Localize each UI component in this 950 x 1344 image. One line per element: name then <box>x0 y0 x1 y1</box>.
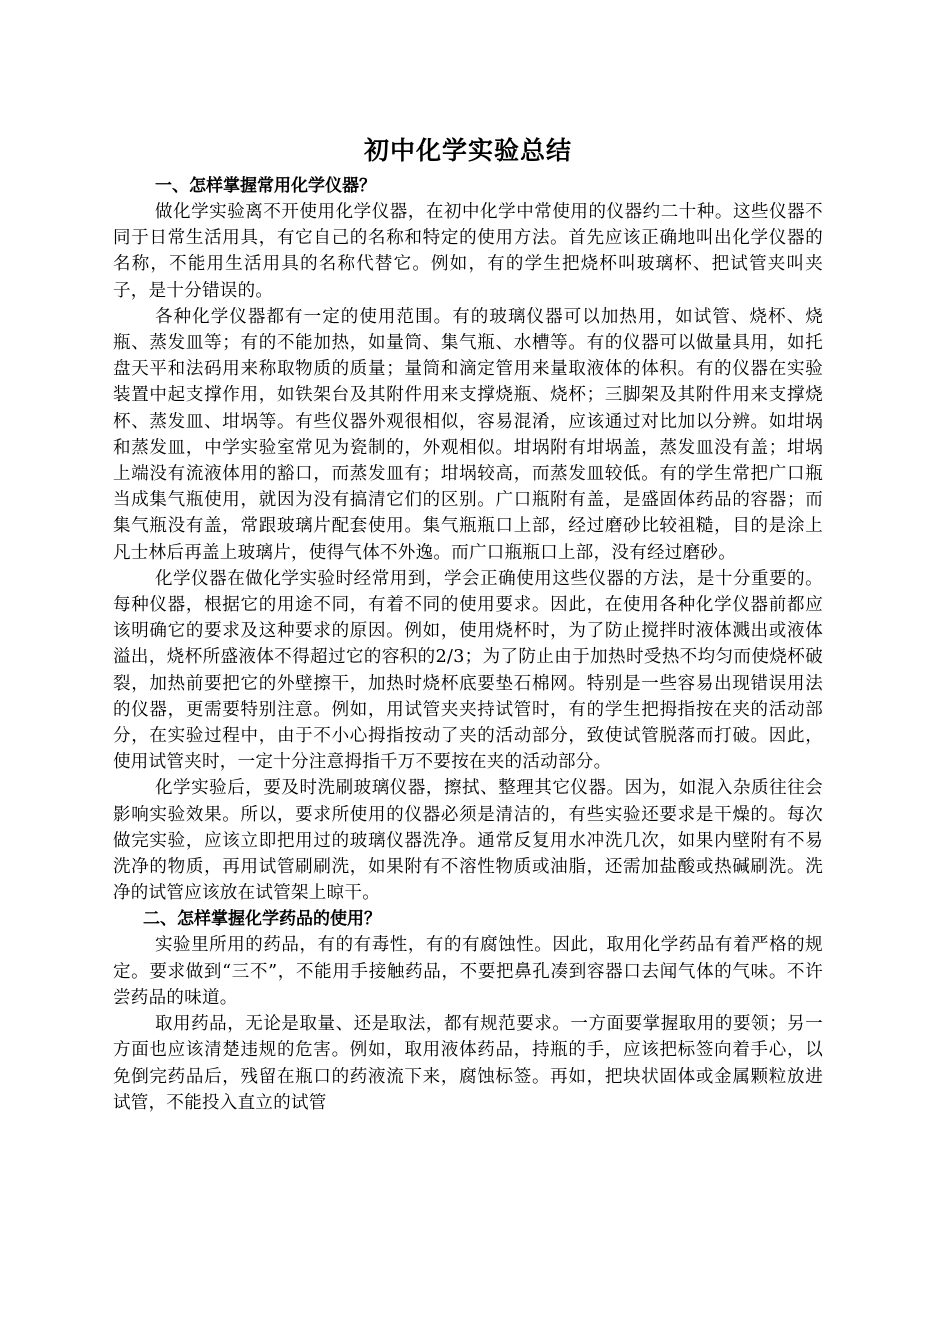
section-heading-chemicals: 二、怎样掌握化学药品的使用？ <box>143 909 381 930</box>
paragraph: 实验里所用的药品，有的有毒性，有的有腐蚀性。因此，取用化学药品有着严格的规定。要求做到“三不”，不能用手接触药品，不要把鼻孔凑到容器口去闻气体的气味。不许尝药品的味道。 <box>113 935 823 1008</box>
document-body <box>113 133 823 1116</box>
paragraph: 各种化学仪器都有一定的使用范围。有的玻璃仪器可以加热用，如试管、烧杯、烧瓶、蒸发皿等；有的不能加热，如量筒、集气瓶、水槽等。有的仪器可以做量具用，如托盘天平和法码用来称取物质的质量；量筒和滴定管用来量取液体的体积。有的仪器在实验装置中起支撑作用，如铁架台及其附件用来支撑烧瓶、烧杯；三脚架及其附件用来支撑烧杯、蒸发皿、坩埚等。有些仪器外观很相似，容易混淆，应该通过对比加以分辨。如坩埚和蒸发皿，中学实验室常见为瓷制的，外观相似。坩埚附有坩埚盖，蒸发皿没有盖；坩埚上端没有流液体用的豁口，而蒸发皿有；坩埚较高，而蒸发皿较低。有的学生常把广口瓶当成集气瓶使用，就因为没有搞清它们的区别。广口瓶附有盖，是盛固体药品的容器；而集气瓶没有盖，常跟玻璃片配套使用。集气瓶瓶口上部，经过磨砂比较祖糙，目的是涂上凡士林后再盖上玻璃片，使得气体不外逸。而广口瓶瓶口上部，没有经过磨砂。 <box>113 306 823 563</box>
paragraph: 化学实验后，要及时洗刷玻璃仪器，擦拭、整理其它仪器。因为，如混入杂质往往会影响实验效果。所以，要求所使用的仪器必须是清洁的，有些实验还要求是干燥的。每次做完实验，应该立即把用过的玻璃仪器洗净。通常反复用水冲洗几次，如果内壁附有不易洗净的物质，再用试管刷刷洗，如果附有不溶性物质或油脂，还需加盐酸或热碱刷洗。洗净的试管应该放在试管架上晾干。 <box>113 778 823 904</box>
paragraph: 做化学实验离不开使用化学仪器，在初中化学中常使用的仪器约二十种。这些仪器不同于日常生活用具，有它自己的名称和特定的使用方法。首先应该正确地叫出化学仪器的名称，不能用生活用具的名称代替它。例如，有的学生把烧杯叫玻璃杯、把试管夹叫夹子，是十分错误的。 <box>113 202 823 301</box>
paragraph: 取用药品，无论是取量、还是取法，都有规范要求。一方面要掌握取用的要领；另一方面也应该清楚违规的危害。例如，取用液体药品，持瓶的手，应该把标签向着手心，以免倒完药品后，残留在瓶口的药液流下来，腐蚀标签。再如，把块状固体或金属颗粒放进试管，不能投入直立的试管 <box>113 1014 823 1113</box>
section-heading-instruments: 一、怎样掌握常用化学仪器？ <box>155 176 376 196</box>
document-title: 初中化学实验总结 <box>363 136 572 165</box>
paragraph: 化学仪器在做化学实验时经常用到，学会正确使用这些仪器的方法，是十分重要的。每种仪器，根据它的用途不同，有着不同的使用要求。因此，在使用各种化学仪器前都应该明确它的要求及这种要求的原因。例如，使用烧杯时，为了防止搅拌时液体溅出或液体溢出，烧杯所盛液体不得超过它的容积的2/3；为了防止由于加热时受热不均匀而使烧杯破裂，加热前要把它的外壁擦干，加热时烧杯底要垫石棉网。特别是一些容易出现错误用法的仪器，更需要特别注意。例如，用试管夹夹持试管时，有的学生把拇指按在夹的活动部分，在实验过程中，由于不小心拇指按动了夹的活动部分，致使试管脱落而打破。因此，使用试管夹时，一定十分注意拇指千万不要按在夹的活动部分。 <box>113 568 823 773</box>
